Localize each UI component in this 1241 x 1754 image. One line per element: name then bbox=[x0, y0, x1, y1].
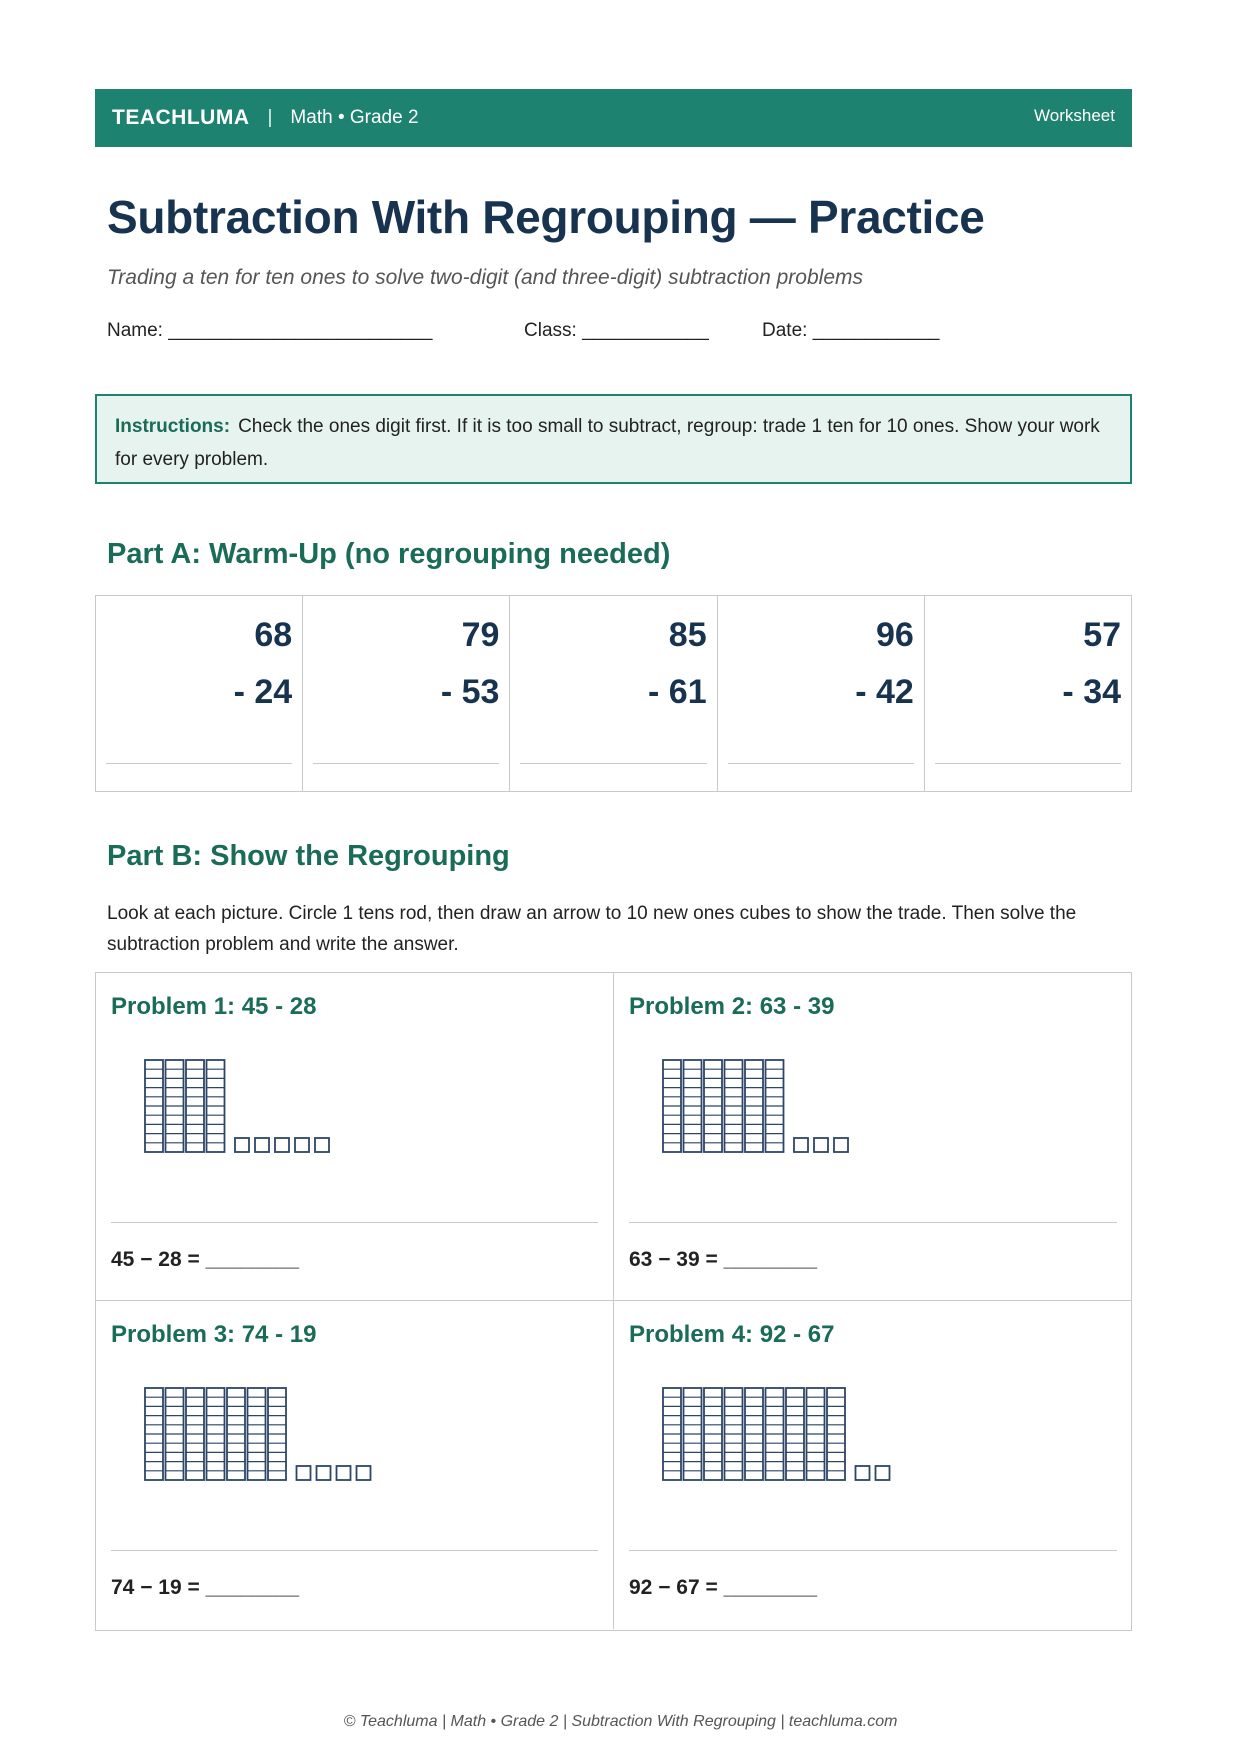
tens-rod[interactable] bbox=[704, 1060, 722, 1152]
minuend: 85 bbox=[668, 616, 707, 654]
ones-cube[interactable] bbox=[255, 1138, 269, 1152]
answer-equation[interactable]: 45 − 28 = ________ bbox=[111, 1248, 300, 1271]
warmup-table bbox=[95, 595, 1132, 792]
header-bar bbox=[95, 89, 1132, 147]
work-divider bbox=[111, 1550, 598, 1551]
problem-card bbox=[96, 1301, 614, 1629]
ones-cube[interactable] bbox=[814, 1138, 828, 1152]
ones-cube[interactable] bbox=[794, 1138, 808, 1152]
tens-rod[interactable] bbox=[166, 1060, 184, 1152]
subtrahend: - 61 bbox=[648, 673, 707, 711]
regrouping-grid bbox=[95, 972, 1132, 1631]
subtrahend: - 42 bbox=[855, 673, 914, 711]
ones-cube[interactable] bbox=[295, 1138, 309, 1152]
tens-rod[interactable] bbox=[145, 1060, 163, 1152]
tens-rod[interactable] bbox=[704, 1388, 722, 1480]
work-divider bbox=[629, 1222, 1117, 1223]
warmup-problem bbox=[96, 596, 303, 791]
page-subtitle: Trading a ten for ten ones to solve two-digit (and three-digit) subtraction problems bbox=[107, 266, 863, 289]
page-footer: © Teachluma | Math • Grade 2 | Subtraction With Regrouping | teachluma.com bbox=[343, 1713, 898, 1730]
tens-rod[interactable] bbox=[684, 1388, 702, 1480]
class-field[interactable]: Class: ____________ bbox=[524, 320, 709, 341]
base-ten-blocks-figure bbox=[661, 1383, 1081, 1493]
ones-cube[interactable] bbox=[317, 1466, 331, 1480]
tens-rod[interactable] bbox=[663, 1060, 681, 1152]
tens-rod[interactable] bbox=[186, 1060, 204, 1152]
work-divider bbox=[629, 1550, 1117, 1551]
ones-cube[interactable] bbox=[235, 1138, 249, 1152]
tens-rod[interactable] bbox=[248, 1388, 266, 1480]
ones-cube[interactable] bbox=[315, 1138, 329, 1152]
answer-line[interactable] bbox=[728, 763, 914, 764]
problem-title: Problem 1: 45 - 28 bbox=[111, 993, 317, 1020]
minuend: 96 bbox=[875, 616, 914, 654]
ones-cube[interactable] bbox=[357, 1466, 371, 1480]
tens-rod[interactable] bbox=[186, 1388, 204, 1480]
part-a-heading: Part A: Warm-Up (no regrouping needed) bbox=[107, 538, 671, 570]
warmup-problem bbox=[510, 596, 717, 791]
base-ten-blocks-figure bbox=[143, 1383, 563, 1493]
subtrahend: - 24 bbox=[233, 673, 293, 711]
answer-line[interactable] bbox=[313, 763, 499, 764]
work-divider bbox=[111, 1222, 598, 1223]
header-separator: | bbox=[267, 107, 273, 128]
ones-cube[interactable] bbox=[876, 1466, 890, 1480]
answer-equation[interactable]: 63 − 39 = ________ bbox=[629, 1248, 818, 1271]
tens-rod[interactable] bbox=[684, 1060, 702, 1152]
tens-rod[interactable] bbox=[166, 1388, 184, 1480]
minuend: 57 bbox=[1083, 616, 1122, 654]
instructions-box bbox=[95, 394, 1132, 484]
tens-rod[interactable] bbox=[827, 1388, 845, 1480]
tens-rod[interactable] bbox=[663, 1388, 681, 1480]
ones-cube[interactable] bbox=[297, 1466, 311, 1480]
tens-rod[interactable] bbox=[766, 1060, 784, 1152]
base-ten-blocks-figure bbox=[661, 1055, 1081, 1165]
subtrahend: - 53 bbox=[440, 673, 500, 711]
tens-rod[interactable] bbox=[745, 1388, 763, 1480]
problem-card bbox=[614, 1301, 1132, 1629]
warmup-problem bbox=[303, 596, 510, 791]
part-b-directions: Look at each picture. Circle 1 tens rod, then draw an arrow to 10 new ones cubes to show the trade. Then solve the subtraction problem and write the answer. bbox=[107, 903, 1077, 955]
part-b-heading: Part B: Show the Regrouping bbox=[107, 840, 510, 872]
tens-rod[interactable] bbox=[745, 1060, 763, 1152]
problem-card bbox=[614, 973, 1132, 1301]
answer-line[interactable] bbox=[520, 763, 706, 764]
ones-cube[interactable] bbox=[856, 1466, 870, 1480]
problem-title: Problem 2: 63 - 39 bbox=[629, 993, 835, 1020]
answer-line[interactable] bbox=[935, 763, 1121, 764]
tens-rod[interactable] bbox=[145, 1388, 163, 1480]
tens-rod[interactable] bbox=[725, 1388, 743, 1480]
tens-rod[interactable] bbox=[786, 1388, 804, 1480]
tens-rod[interactable] bbox=[725, 1060, 743, 1152]
subject-label: Math • Grade 2 bbox=[290, 107, 419, 128]
answer-line[interactable] bbox=[106, 763, 292, 764]
brand-logo-text: TEACHLUMA bbox=[112, 106, 250, 129]
name-field[interactable]: Name: _________________________ bbox=[107, 320, 433, 341]
doc-type-label: Worksheet bbox=[1034, 106, 1115, 125]
tens-rod[interactable] bbox=[766, 1388, 784, 1480]
problem-title: Problem 3: 74 - 19 bbox=[111, 1321, 317, 1348]
date-field[interactable]: Date: ____________ bbox=[762, 320, 940, 341]
tens-rod[interactable] bbox=[227, 1388, 245, 1480]
problem-card bbox=[96, 973, 614, 1301]
warmup-problem bbox=[718, 596, 925, 791]
tens-rod[interactable] bbox=[268, 1388, 286, 1480]
answer-equation[interactable]: 74 − 19 = ________ bbox=[111, 1576, 300, 1599]
instructions-text: Check the ones digit first. If it is too small to subtract, regroup: trade 1 ten for 10 ones. Show your work for every problem. bbox=[115, 416, 1100, 470]
page-title: Subtraction With Regrouping — Practice bbox=[107, 191, 985, 243]
base-ten-blocks-figure bbox=[143, 1055, 563, 1165]
tens-rod[interactable] bbox=[207, 1060, 225, 1152]
answer-equation[interactable]: 92 − 67 = ________ bbox=[629, 1576, 818, 1599]
subtrahend: - 34 bbox=[1062, 673, 1122, 711]
problem-title: Problem 4: 92 - 67 bbox=[629, 1321, 835, 1348]
ones-cube[interactable] bbox=[275, 1138, 289, 1152]
ones-cube[interactable] bbox=[834, 1138, 848, 1152]
warmup-problem bbox=[925, 596, 1131, 791]
tens-rod[interactable] bbox=[207, 1388, 225, 1480]
ones-cube[interactable] bbox=[337, 1466, 351, 1480]
instructions-label: Instructions: bbox=[115, 416, 231, 437]
minuend: 68 bbox=[254, 616, 293, 654]
tens-rod[interactable] bbox=[807, 1388, 825, 1480]
minuend: 79 bbox=[461, 616, 500, 654]
